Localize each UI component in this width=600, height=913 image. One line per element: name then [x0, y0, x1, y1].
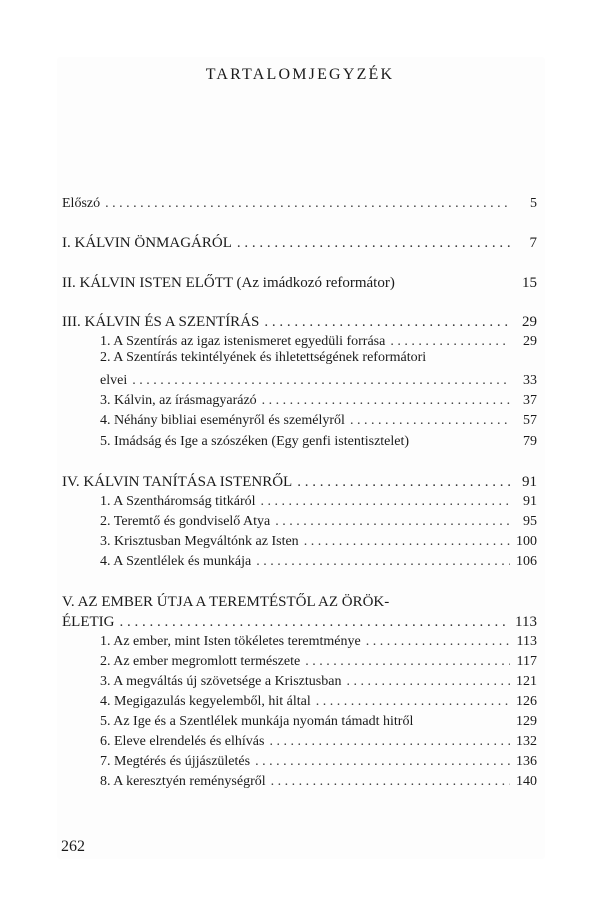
toc-page: 79	[523, 434, 537, 449]
toc-section	[62, 434, 537, 454]
toc-page: 113	[515, 614, 537, 630]
toc-label: 5. Az Ige és a Szentlélek munkája nyomán támadt hitről	[100, 714, 414, 729]
toc-chapter-5-cont	[62, 614, 537, 634]
toc-section	[62, 534, 537, 554]
toc-page: 136	[516, 754, 537, 769]
toc-chapter-3	[62, 314, 537, 334]
toc-label: 8. A keresztyén reménységről	[100, 774, 266, 789]
toc-section-line: 2. A Szentírás tekintélyének és ihletettségének reformátori	[100, 350, 427, 365]
toc-page: 132	[516, 734, 537, 749]
toc-page: 117	[516, 654, 537, 669]
toc-page: 95	[523, 514, 537, 529]
dot-leader	[262, 393, 510, 409]
dot-leader	[271, 774, 510, 790]
toc-chapter-2	[62, 275, 537, 295]
toc-section	[62, 654, 537, 674]
toc-page: 5	[530, 196, 537, 211]
toc-section	[62, 734, 537, 754]
toc-page: 121	[516, 674, 537, 689]
toc-section	[62, 674, 537, 694]
toc-label: V. AZ EMBER ÚTJA A TEREMTÉSTŐL AZ ÖRÖK-	[62, 594, 390, 610]
dot-leader	[132, 373, 510, 389]
dot-leader	[269, 734, 510, 750]
dot-leader	[305, 654, 510, 670]
toc-label: 1. A Szentírás az igaz istenismeret egyedüli forrása	[100, 334, 386, 349]
toc-label: 2. Teremtő és gondviselő Atya	[100, 514, 271, 529]
toc-section	[62, 413, 537, 433]
toc-section	[62, 393, 537, 413]
toc-label: ÉLETIG	[62, 614, 115, 630]
toc-label: I. KÁLVIN ÖNMAGÁRÓL	[62, 235, 232, 251]
dot-leader	[264, 314, 510, 331]
toc-page: 91	[523, 494, 537, 509]
page-title: TARTALOMJEGYZÉK	[205, 66, 395, 83]
toc-page: 7	[529, 235, 537, 251]
dot-leader	[255, 754, 510, 770]
toc-chapter-4	[62, 474, 537, 494]
toc-label: 7. Megtérés és újjászületés	[100, 754, 251, 769]
toc-label: II. KÁLVIN ISTEN ELŐTT (Az imádkozó reformátor)	[62, 275, 395, 291]
toc-page: 57	[523, 413, 537, 428]
toc-label: 4. Néhány bibliai eseményről és személyről	[100, 413, 345, 428]
toc-entry-preface	[62, 196, 537, 216]
dot-leader	[390, 334, 510, 350]
toc-section	[62, 694, 537, 714]
toc-label: 4. Megigazulás kegyelemből, hit által	[100, 694, 311, 709]
toc-page: 100	[516, 534, 537, 549]
dot-leader	[316, 694, 510, 710]
dot-leader	[297, 474, 510, 491]
toc-page: 33	[523, 373, 537, 388]
toc-label: Előszó	[62, 196, 101, 211]
toc-label: IV. KÁLVIN TANÍTÁSA ISTENRŐL	[62, 474, 293, 490]
toc-page: 129	[516, 714, 537, 729]
dot-leader	[105, 196, 510, 212]
toc-label: 4. A Szentlélek és munkája	[100, 554, 252, 569]
dot-leader	[350, 413, 510, 429]
toc-page: 15	[522, 275, 537, 291]
dot-leader	[366, 634, 510, 650]
toc-label: III. KÁLVIN ÉS A SZENTÍRÁS	[62, 314, 260, 330]
toc-section	[62, 754, 537, 774]
toc-section	[62, 494, 537, 514]
toc-page: 126	[516, 694, 537, 709]
toc-label: 3. Krisztusban Megváltónk az Isten	[100, 534, 299, 549]
toc-section	[62, 554, 537, 574]
dot-leader	[261, 494, 510, 510]
toc-section	[62, 373, 537, 393]
dot-leader	[237, 235, 510, 252]
dot-leader	[119, 614, 510, 631]
toc-label: 5. Imádság és Ige a szószéken (Egy genfi istentisztelet)	[100, 434, 410, 449]
toc-page: 37	[523, 393, 537, 408]
toc-label: 2. Az ember megromlott természete	[100, 654, 301, 669]
toc-page: 113	[516, 634, 537, 649]
dot-leader	[304, 534, 510, 550]
toc-label: 3. Kálvin, az írásmagyarázó	[100, 393, 257, 408]
toc-page: 29	[522, 314, 537, 330]
toc-label: 1. Az ember, mint Isten tökéletes teremtménye	[100, 634, 361, 649]
dot-leader	[256, 554, 510, 570]
toc-label: 1. A Szentháromság titkáról	[100, 494, 256, 509]
dot-leader	[346, 674, 510, 690]
toc-section	[62, 634, 537, 654]
toc-chapter-5	[62, 594, 504, 614]
toc-section	[62, 714, 537, 734]
toc-section	[62, 774, 537, 794]
toc-page: 106	[516, 554, 537, 569]
dot-leader	[275, 514, 510, 530]
toc-page: 140	[516, 774, 537, 789]
toc-label: 6. Eleve elrendelés és elhívás	[100, 734, 265, 749]
page-number: 262	[61, 838, 85, 855]
toc-chapter-1	[62, 235, 537, 255]
toc-page: 91	[522, 474, 537, 490]
toc-label: elvei	[100, 373, 128, 388]
toc-page: 29	[523, 334, 537, 349]
toc-section	[62, 514, 537, 534]
toc-label: 3. A megváltás új szövetsége a Krisztusban	[100, 674, 342, 689]
